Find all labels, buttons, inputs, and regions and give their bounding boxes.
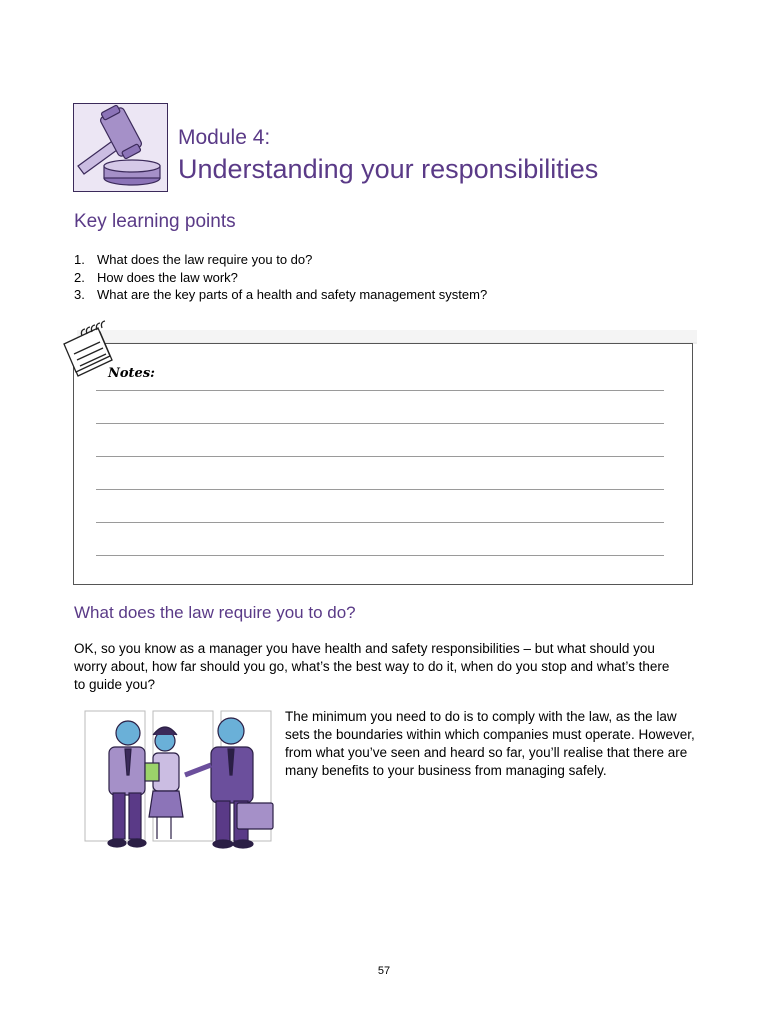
- notes-box: [73, 343, 693, 585]
- list-item: [74, 269, 487, 287]
- key-learning-heading: Key learning points: [74, 211, 236, 232]
- note-line: [96, 423, 664, 424]
- list-number: 2.: [74, 269, 85, 285]
- handshake-illustration: [73, 705, 278, 855]
- paragraph: OK, so you know as a manager you have health and safety responsibilities – but what should you worry about, how far should you go, what’s the best way to do it, when do you stop and what’s there to guide you?: [74, 641, 670, 692]
- module-label: Module 4:: [178, 126, 271, 149]
- notes-shadow: [77, 330, 697, 344]
- section-heading: What does the law require you to do?: [74, 603, 356, 622]
- paragraph: The minimum you need to do is to comply with the law, as the law sets the boundaries within which companies must operate. However, from what you’ve seen and heard so far, you’ll realise that there are many benefits to your business from managing safely.: [285, 709, 695, 778]
- note-line: [96, 555, 664, 556]
- note-line: [96, 522, 664, 523]
- list-text: What does the law require you to do?: [97, 252, 313, 267]
- key-points-list: [74, 251, 487, 304]
- list-item: [74, 251, 487, 269]
- note-line: [96, 456, 664, 457]
- gavel-icon: [73, 103, 168, 192]
- page-title: Understanding your responsibilities: [178, 154, 599, 184]
- note-line: [96, 390, 664, 391]
- list-text: How does the law work?: [97, 269, 238, 285]
- list-item: [74, 286, 487, 304]
- list-number: 1.: [74, 252, 85, 267]
- page-number: 57: [377, 965, 391, 977]
- list-number: 3.: [74, 287, 85, 302]
- notes-label: Notes:: [108, 366, 155, 381]
- note-line: [96, 489, 664, 490]
- list-text: What are the key parts of a health and safety management system?: [97, 287, 488, 302]
